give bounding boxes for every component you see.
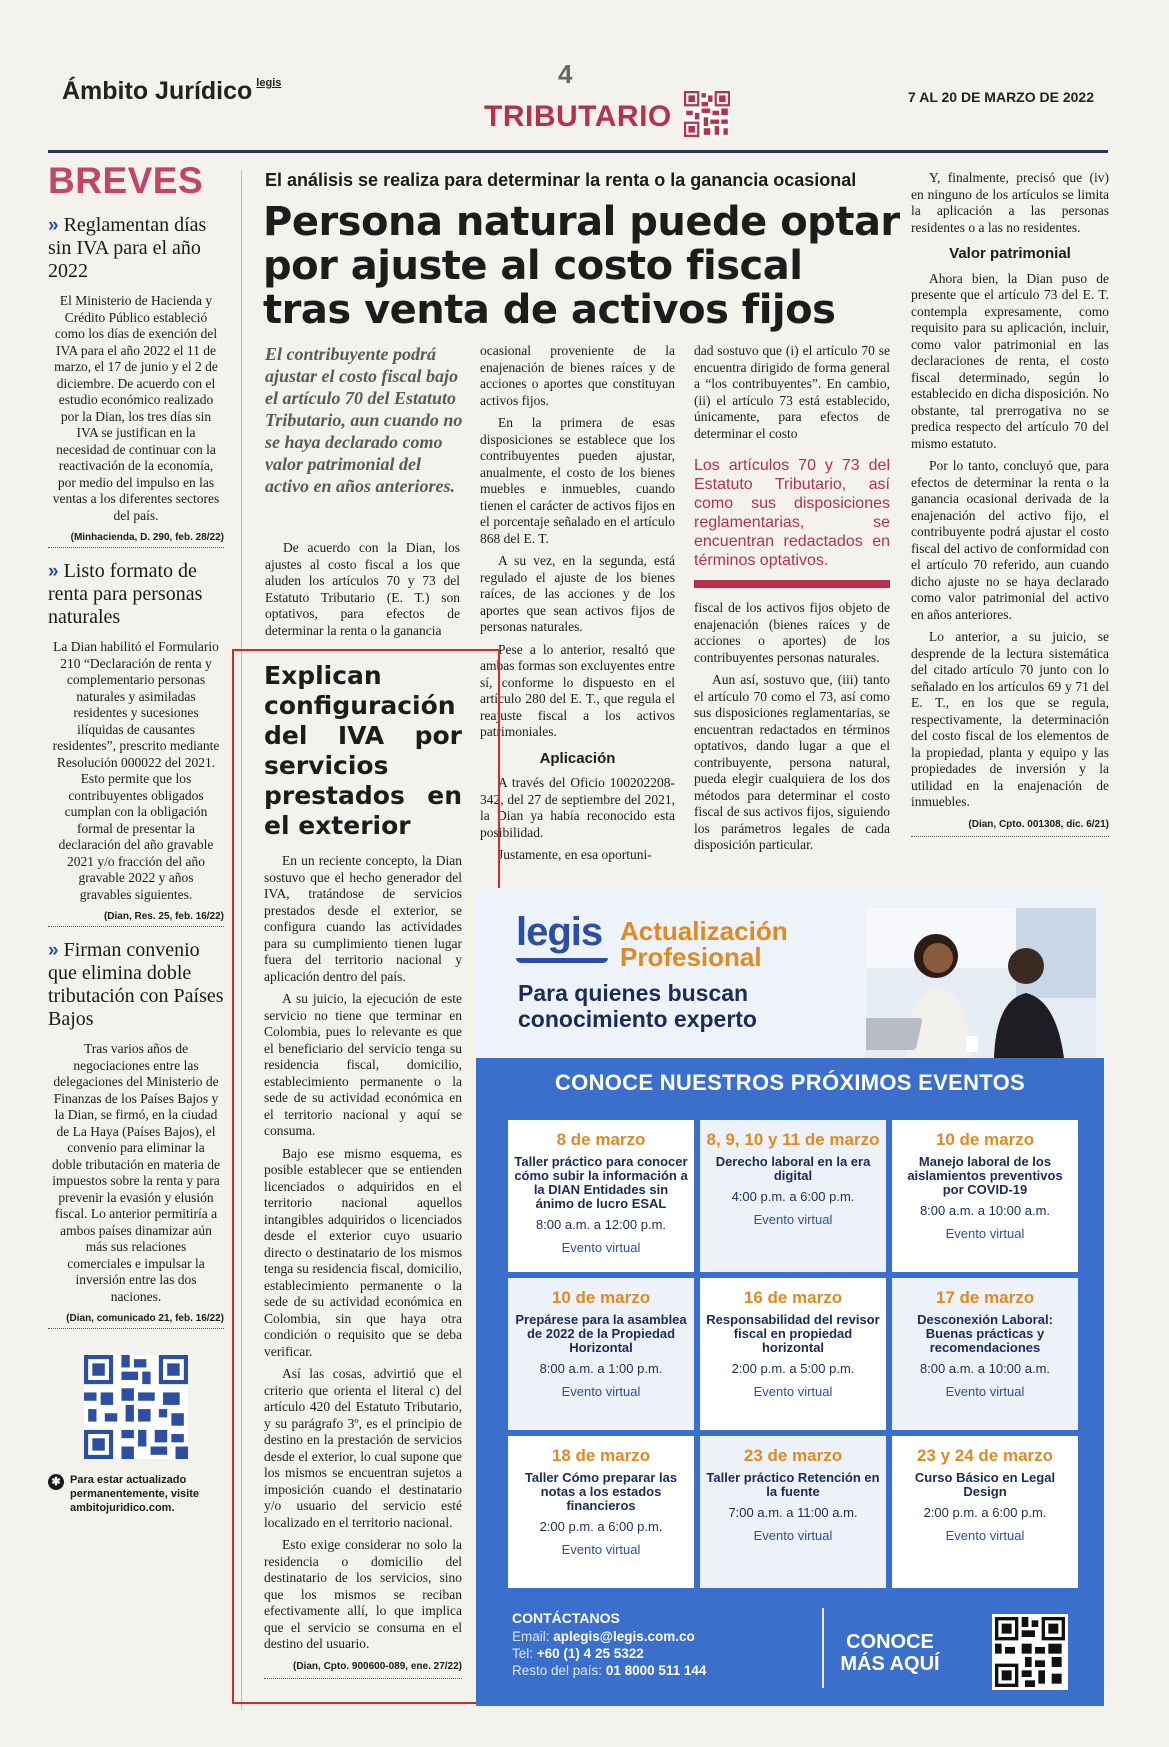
brand-suffix: legis xyxy=(256,77,282,89)
breves-column xyxy=(48,160,224,1705)
page-header xyxy=(48,55,1108,150)
event-mode: Evento virtual xyxy=(753,1212,833,1227)
event-date: 8 de marzo xyxy=(556,1130,646,1149)
brief-headline: » Reglamentan días sin IVA para el año 2022 xyxy=(48,214,207,282)
header-rule xyxy=(48,150,1108,153)
contact-phone[interactable]: +60 (1) 4 25 5322 xyxy=(536,1646,644,1661)
paragraph: Esto exige considerar no solo la residencia o domicilio del destinatario de los servicios, sino que los mismos se reciban efectivamente allí, lo que implica que el servicio se consuma en el destino del usuario. xyxy=(264,1537,462,1651)
event-title: Prepárese para la asamblea de 2022 de la Propiedad Horizontal xyxy=(515,1312,687,1355)
issue-date: 7 AL 20 DE MARZO DE 2022 xyxy=(908,89,1094,105)
contact-title: CONTÁCTANOS xyxy=(512,1610,620,1626)
professionals-meeting-photo xyxy=(866,908,1096,1058)
event-time: 8:00 a.m. a 10:00 a.m. xyxy=(919,1361,1051,1376)
paragraph: Pese a lo anterior, resaltó que ambas formas son excluyentes entre sí, conforme lo dispuesto en el artículo 280 del E. T., que regula el reajuste fiscal a los activos patrimoniales. xyxy=(480,641,675,739)
event-mode: Evento virtual xyxy=(753,1384,833,1399)
event-title: Taller práctico para conocer cómo subir la información a la DIAN Entidades sin ánimo de lucro ESAL xyxy=(514,1154,688,1211)
event-time: 8:00 a.m. a 12:00 p.m. xyxy=(535,1217,667,1232)
article-lede: El contribuyente podrá ajustar el costo fiscal bajo el artículo 70 del Estatuto Tributario, aun cuando no se haya declarado como valor patrimonial del activo en años anteriores. xyxy=(265,344,463,496)
event-time: 8:00 a.m. a 1:00 p.m. xyxy=(539,1361,663,1376)
event-mode: Evento virtual xyxy=(945,1384,1025,1399)
contact-national-row: Resto del país: 01 8000 511 144 xyxy=(512,1663,707,1678)
ad-events-banner: CONOCE NUESTROS PRÓXIMOS EVENTOS xyxy=(554,1070,1026,1095)
ad-header xyxy=(476,888,1104,1058)
event-card[interactable] xyxy=(508,1120,694,1272)
chevron-right-icon: » xyxy=(48,561,59,582)
contact-email-row: Email: aplegis@legis.com.co xyxy=(512,1629,695,1644)
qr-code-icon[interactable] xyxy=(684,91,730,137)
article-source: (Dian, Cpto. 900600-089, ene. 27/22) xyxy=(264,1659,462,1680)
paragraph: De acuerdo con la Dian, los ajustes al costo fiscal a los que aluden los artículos 70 y 73 del Estatuto Tributario (E. T.) son optativos, para efectos de determinar la renta o la ganancia xyxy=(265,540,460,638)
event-date: 23 de marzo xyxy=(743,1446,843,1465)
ad-program-name: Actualización Profesional xyxy=(620,916,788,972)
highlighted-article xyxy=(264,661,462,1679)
ad-divider xyxy=(822,1608,824,1688)
paragraph: En la primera de esas disposiciones se establece que los contribuyentes pueden ajustar, anualmente, el costo de los bienes muebles e inmuebles, cuando tienen el carácter de activos fijos en el porcentaje señalado en el artículo 868 del E. T. xyxy=(480,415,675,546)
masthead-brand[interactable] xyxy=(62,77,281,106)
stay-updated-note xyxy=(48,1473,224,1515)
legis-advertisement[interactable] xyxy=(476,888,1104,1706)
event-title: Taller Cómo preparar las notas a los estados financieros xyxy=(524,1470,678,1513)
event-mode: Evento virtual xyxy=(945,1528,1025,1543)
event-date: 10 de marzo xyxy=(935,1130,1035,1149)
brief-headline: » Firman convenio que elimina doble tributación con Países Bajos xyxy=(48,939,224,1030)
qr-code-icon[interactable] xyxy=(992,1614,1068,1690)
ad-cta[interactable]: CONOCE MÁS AQUÍ xyxy=(840,1631,940,1675)
event-date: 23 y 24 de marzo xyxy=(916,1446,1054,1465)
paragraph: Bajo ese mismo esquema, es posible establecer que se entienden licenciados o adquiridos en el territorio nacional aquellos intangibles adquiridos o licenciados desde el exterior cuyo usuario directo o destinatario de los mismos tenga su residencia fiscal, domicilio, establecimiento permanente o la sede de su actividad económica en Colombia, sin que haya otra condición o requisito que se deba verificar. xyxy=(264,1145,462,1359)
article-column-3 xyxy=(694,343,890,860)
paragraph: Ahora bien, la Dian puso de presente que el artículo 73 del E. T. contempla expresamente, como requisito para su aplicación, incluir, como valor patrimonial en las declaraciones de renta, el costo fiscal determinado, según lo establecido en dicha disposición. No obstante, tal prerrogativa no se predica respecto del artículo 70 del mismo estatuto. xyxy=(911,270,1109,451)
event-title: Curso Básico en Legal Design xyxy=(914,1470,1056,1499)
paragraph: dad sostuvo que (i) el artículo 70 se encuentra dirigido de forma general a “los contribuyentes”. En cambio, (ii) el artículo 73 está establecido, únicamente, para efectos de determinar el costo xyxy=(694,343,890,441)
event-title: Manejo laboral de los aislamientos preventivos por COVID-19 xyxy=(907,1154,1063,1197)
pull-quote: Los artículos 70 y 73 del Estatuto Tributario, así como sus disposiciones reglamentarias, se encuentran redactados en términos optativos. xyxy=(694,448,890,588)
event-date: 18 de marzo xyxy=(551,1446,651,1465)
chevron-right-icon: » xyxy=(48,940,59,961)
legis-logo-swoosh xyxy=(516,958,608,963)
paragraph: ocasional proveniente de la enajenación de bienes raíces y de acciones o aportes que constituyan activos fijos. xyxy=(480,343,675,408)
event-mode: Evento virtual xyxy=(561,1542,641,1557)
event-mode: Evento virtual xyxy=(561,1240,641,1255)
event-mode: Evento virtual xyxy=(945,1226,1025,1241)
paragraph: Aun así, sostuvo que, (iii) tanto el artículo 70 como el 73, así como sus disposiciones reglamentarias, se encuentran redactados en términos optativos, dando lugar a que el contribuyente, persona natural, pueda elegir cualquiera de los dos métodos para determinar el costo fiscal de sus activos fijos, siguiendo los parámetros legales de cada disposición particular. xyxy=(694,672,890,852)
event-card[interactable] xyxy=(700,1278,886,1430)
paragraph: fiscal de los activos fijos objeto de enajenación (bienes raíces y de acciones o aportes) de los contribuyentes personas naturales. xyxy=(694,600,890,665)
section-subhead: Valor patrimonial xyxy=(949,245,1071,262)
event-time: 8:00 a.m. a 10:00 a.m. xyxy=(919,1203,1051,1218)
qr-code-icon[interactable] xyxy=(84,1355,188,1459)
event-date: 8, 9, 10 y 11 de marzo xyxy=(706,1130,880,1149)
contact-phone-row: Tel: +60 (1) 4 25 5322 xyxy=(512,1646,644,1661)
paragraph: En un reciente concepto, la Dian sostuvo que el hecho generador del IVA, tratándose de servicios prestados desde el exterior, se configura cuando las actividades para su cumplimiento tienen lugar fuera del territorio nacional y aplicación dentro del país. xyxy=(264,853,462,984)
brief-body: El Ministerio de Hacienda y Crédito Público estableció como los días de exención del IVA para el año 2022 el 11 de marzo, el 17 de junio y el 2 de diciembre. De acuerdo con el estudio económico realizado por la Dian, los tres días sin IVA se justifican en la necesidad de continuar con la reactivación de la economía, por medio del impulso en las ventas a los diferentes sectores del país. xyxy=(52,293,220,523)
event-time: 2:00 p.m. a 6:00 p.m. xyxy=(923,1505,1047,1520)
section-subhead: Aplicación xyxy=(539,749,616,767)
paragraph: Por lo tanto, concluyó que, para efectos de determinar la renta o la ganancia ocasional derivada de la enajenación del activo fijo, el contribuyente podrá ajustar el costo fiscal del activo de conformidad con el artículo 70 referido, aun cuando dicho ajuste no se haya declarado como valor patrimonial del activo en años anteriores. xyxy=(911,458,1109,622)
article-column-1 xyxy=(265,540,460,645)
brand-name: Ámbito Jurídico xyxy=(62,77,253,105)
brief-body: La Dian habilitó el Formulario 210 “Declaración de renta y complementario personas naturales y asimiladas residentes y sucesiones ilíquidas de causantes residentes”, prescrito mediante Resolución 000022 del 2021. Esto permite que los contribuyentes obligados cumplan con la obligación formal de presentar la declaración del año gravable 2021 y/o fracción del año gravable 2022 y años gravables siguientes. xyxy=(52,639,220,902)
events-grid xyxy=(508,1120,1078,1588)
event-time: 7:00 a.m. a 11:00 a.m. xyxy=(728,1505,858,1520)
paragraph: A su vez, en la segunda, está regulado el ajuste de los bienes raíces, de las acciones y de los aportes que sean activos fijos de personas naturales. xyxy=(480,553,675,634)
article-column-2 xyxy=(480,343,675,870)
event-title: Desconexión Laboral: Buenas prácticas y recomendaciones xyxy=(917,1312,1053,1355)
article-headline: Persona natural puede optar por ajuste al costo fiscal tras venta de activos fijos xyxy=(263,199,900,333)
paragraph: A su juicio, la ejecución de este servicio no tiene que terminar en Colombia, pues lo relevante es que el beneficiario del servicio tenga su residencia fiscal, domicilio, establecimiento permanente o la sede de su actividad económica en el territorio nacional y aquí se consuma. xyxy=(264,991,462,1138)
page-number: 4 xyxy=(558,59,573,89)
contact-national-phone[interactable]: 01 8000 511 144 xyxy=(605,1663,707,1678)
brief-source: (Minhacienda, D. 290, feb. 28/22) xyxy=(48,532,224,548)
contact-email[interactable]: aplegis@legis.com.co xyxy=(553,1629,695,1644)
brief-body: Tras varios años de negociaciones entre las delegaciones del Ministerio de Finanzas de los Países Bajos y la Dian, se firmó, en la ciudad de La Haya (Países Bajos), el convenio para eliminar la doble tributación en materia de impuestos sobre la renta y para prevenir la evasión y elusión fiscal. Lo anterior permitiría a ambos países dinamizar aún más sus relaciones comerciales e impulsar la inversión entre las dos naciones. xyxy=(52,1041,220,1304)
event-time: 2:00 p.m. a 5:00 p.m. xyxy=(731,1361,855,1376)
event-date: 17 de marzo xyxy=(935,1288,1035,1307)
event-date: 16 de marzo xyxy=(743,1288,843,1307)
event-card[interactable] xyxy=(508,1278,694,1430)
article-source: (Dian, Cpto. 001308, dic. 6/21) xyxy=(911,817,1109,838)
event-card[interactable] xyxy=(700,1436,886,1588)
breves-title: BREVES xyxy=(48,160,204,201)
paragraph: A través del Oficio 100202208-342, del 27 de septiembre del 2021, la Dian ya había reconocido esta posibilidad. xyxy=(480,775,675,840)
event-card[interactable] xyxy=(892,1278,1078,1430)
event-time: 2:00 p.m. a 6:00 p.m. xyxy=(539,1519,663,1534)
brief-source: (Dian, Res. 25, feb. 16/22) xyxy=(48,911,224,927)
event-card[interactable] xyxy=(892,1120,1078,1272)
section-title: TRIBUTARIO xyxy=(484,100,672,133)
paragraph: Lo anterior, a su juicio, se desprende de la lectura sistemática del citado artículo 70 junto con lo señalado en los artículos 69 y 71 del E. T., en los que se regula, respectivamente, la determinación del costo fiscal de los elementos de la propiedad, planta y equipo y las propiedades de inversión y la utilidad en la enajenación de inmuebles. xyxy=(911,629,1109,809)
ad-tagline: Para quienes buscan conocimiento experto xyxy=(518,980,757,1032)
paragraph: Y, finalmente, precisó que (iv) en ninguno de los artículos se limita la aplicación a las personas residentes o a las no residentes. xyxy=(911,170,1109,235)
event-title: Responsabilidad del revisor fiscal en propiedad horizontal xyxy=(706,1312,880,1355)
ad-contact-info xyxy=(512,1610,706,1679)
chevron-right-icon: » xyxy=(48,215,59,236)
event-title: Taller práctico Retención en la fuente xyxy=(706,1470,880,1499)
event-date: 10 de marzo xyxy=(551,1288,651,1307)
brief-source: (Dian, comunicado 21, feb. 16/22) xyxy=(48,1313,224,1329)
paragraph: Así las cosas, advirtió que el criterio que orienta el literal c) del artículo 420 del Estatuto Tributario, y su parágrafo 3º, es el principio de destino en la prestación de servicios desde el exterior, lo cual supone que los mismos se encuentran sujetos a imposición cuando el destinatario y/o usuario del servicio esté localizado en el territorio nacional. xyxy=(264,1366,462,1530)
paragraph: Justamente, en esa oportuni- xyxy=(498,847,652,862)
article-column-4 xyxy=(911,170,1109,837)
highlighted-article-box xyxy=(232,649,500,1704)
article-kicker: El análisis se realiza para determinar la renta o la ganancia ocasional xyxy=(265,170,857,190)
ad-events-panel xyxy=(476,1058,1104,1706)
event-card[interactable] xyxy=(892,1436,1078,1588)
event-mode: Evento virtual xyxy=(753,1528,833,1543)
event-mode: Evento virtual xyxy=(561,1384,641,1399)
legis-logo: legis xyxy=(516,910,603,954)
highlighted-article-title: Explican configuración del IVA por servicios prestados en el exterior xyxy=(264,661,462,840)
event-card[interactable] xyxy=(700,1120,886,1272)
stay-updated-text: Para estar actualizado permanentemente, visite ambitojuridico.com. xyxy=(70,1474,199,1514)
event-time: 4:00 p.m. a 6:00 p.m. xyxy=(731,1189,855,1204)
event-title: Derecho laboral en la era digital xyxy=(715,1154,871,1183)
brief-headline: » Listo formato de renta para personas naturales xyxy=(48,560,203,628)
event-card[interactable] xyxy=(508,1436,694,1588)
globe-icon: ✱ xyxy=(48,1474,64,1490)
